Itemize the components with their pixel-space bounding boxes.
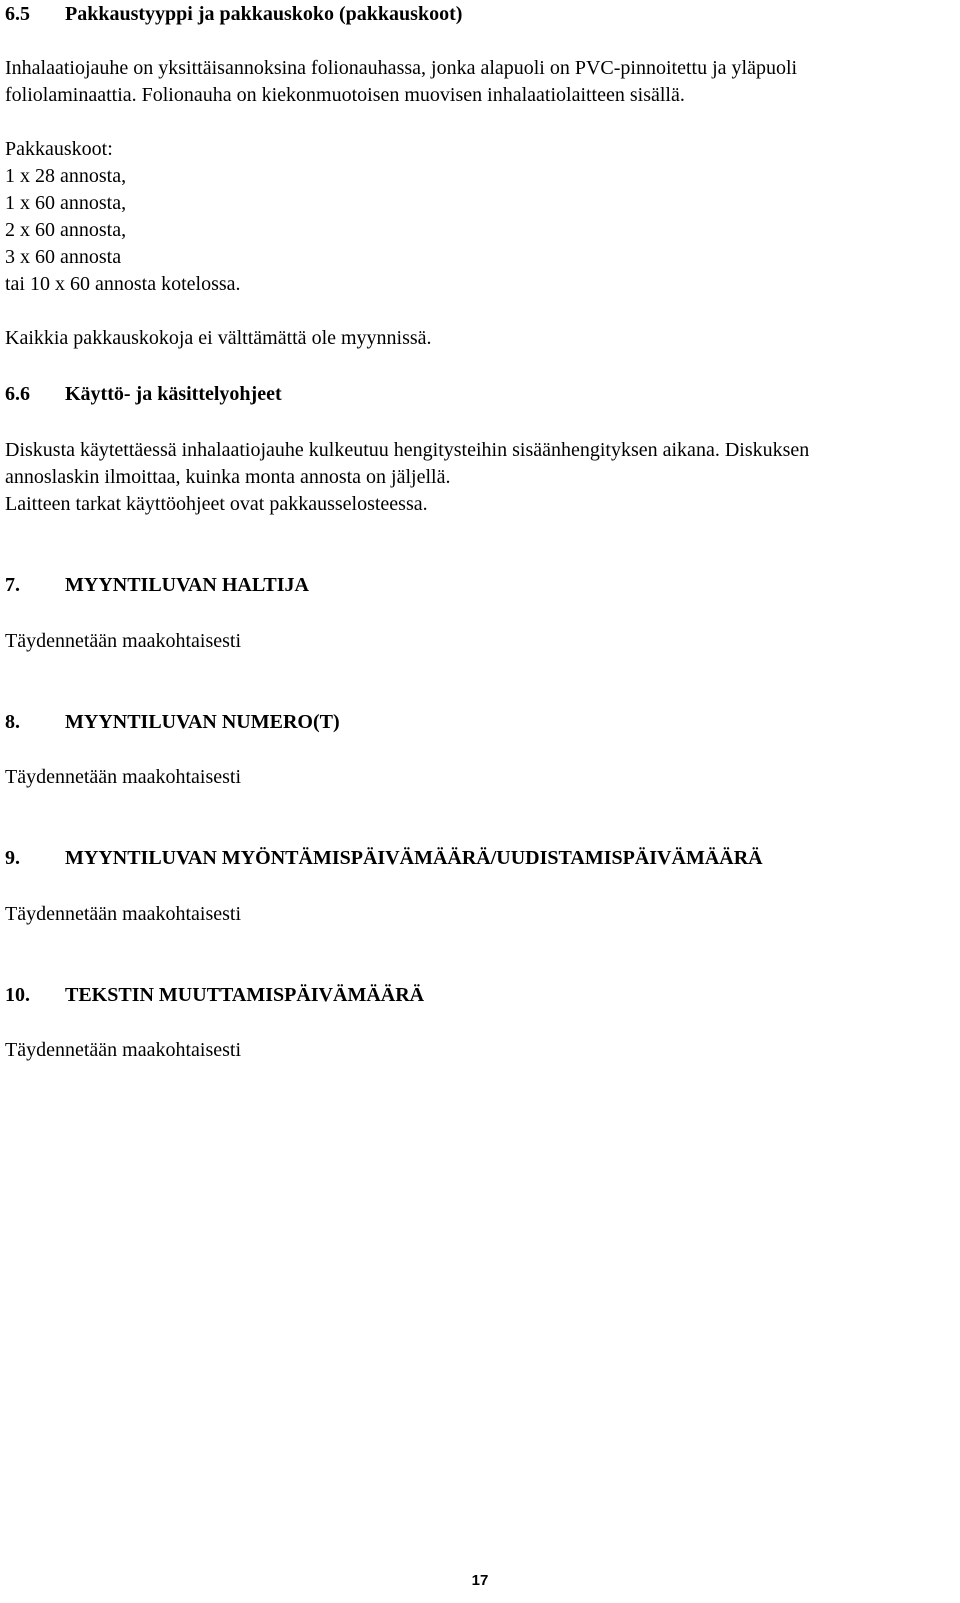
section-6-5-title: Pakkaustyyppi ja pakkauskoko (pakkauskoot) [65, 3, 463, 25]
section-6-6-heading [5, 380, 282, 408]
section-6-5-paragraph-line-1: Inhalaatiojauhe on yksittäisannoksina folionauhassa, jonka alapuoli on PVC-pinnoitettu ja yläpuoli [5, 57, 798, 79]
section-7-heading [5, 571, 309, 599]
section-6-6-line-3: Laitteen tarkat käyttöohjeet ovat pakkausselosteessa. [5, 493, 428, 515]
section-9-title: MYYNTILUVAN MYÖNTÄMISPÄIVÄMÄÄRÄ/UUDISTAMISPÄIVÄMÄÄRÄ [65, 847, 763, 869]
section-6-5-number: 6.5 [5, 3, 30, 25]
section-7-title: MYYNTILUVAN HALTIJA [65, 574, 309, 596]
page-number: 17 [471, 1572, 489, 1589]
section-8-number: 8. [5, 711, 20, 733]
section-6-6-line-1: Diskusta käytettäessä inhalaatiojauhe kulkeutuu hengitysteihin sisäänhengityksen aikana. Diskuksen [5, 439, 810, 461]
pack-size-note: Kaikkia pakkauskokoja ei välttämättä ole myynnissä. [5, 327, 432, 349]
section-6-6-number: 6.6 [5, 383, 30, 405]
section-6-5-heading [5, 0, 462, 28]
section-10-title: TEKSTIN MUUTTAMISPÄIVÄMÄÄRÄ [65, 984, 425, 1006]
section-7-number: 7. [5, 574, 20, 596]
section-9-body: Täydennetään maakohtaisesti [5, 903, 242, 925]
section-7-body: Täydennetään maakohtaisesti [5, 630, 242, 652]
section-6-6-title: Käyttö- ja käsittelyohjeet [65, 383, 282, 405]
section-6-5-paragraph-line-2: foliolaminaattia. Folionauha on kiekonmuotoisen muovisen inhalaatiolaitteen sisällä. [5, 84, 685, 106]
pack-size-item: 2 x 60 annosta, [5, 219, 127, 241]
section-10-body: Täydennetään maakohtaisesti [5, 1039, 242, 1061]
section-9-heading [5, 844, 763, 872]
section-9-number: 9. [5, 847, 20, 869]
section-8-body: Täydennetään maakohtaisesti [5, 766, 242, 788]
section-10-number: 10. [5, 984, 30, 1006]
pack-sizes-label: Pakkauskoot: [5, 138, 113, 160]
section-6-6-line-2: annoslaskin ilmoittaa, kuinka monta annosta on jäljellä. [5, 466, 451, 488]
pack-size-item: 1 x 28 annosta, [5, 165, 127, 187]
section-10-heading [5, 981, 424, 1009]
pack-size-item: 1 x 60 annosta, [5, 192, 127, 214]
pack-size-item: 3 x 60 annosta [5, 246, 122, 268]
pack-size-item: tai 10 x 60 annosta kotelossa. [5, 273, 241, 295]
section-8-heading [5, 708, 340, 736]
section-8-title: MYYNTILUVAN NUMERO(T) [65, 711, 340, 733]
